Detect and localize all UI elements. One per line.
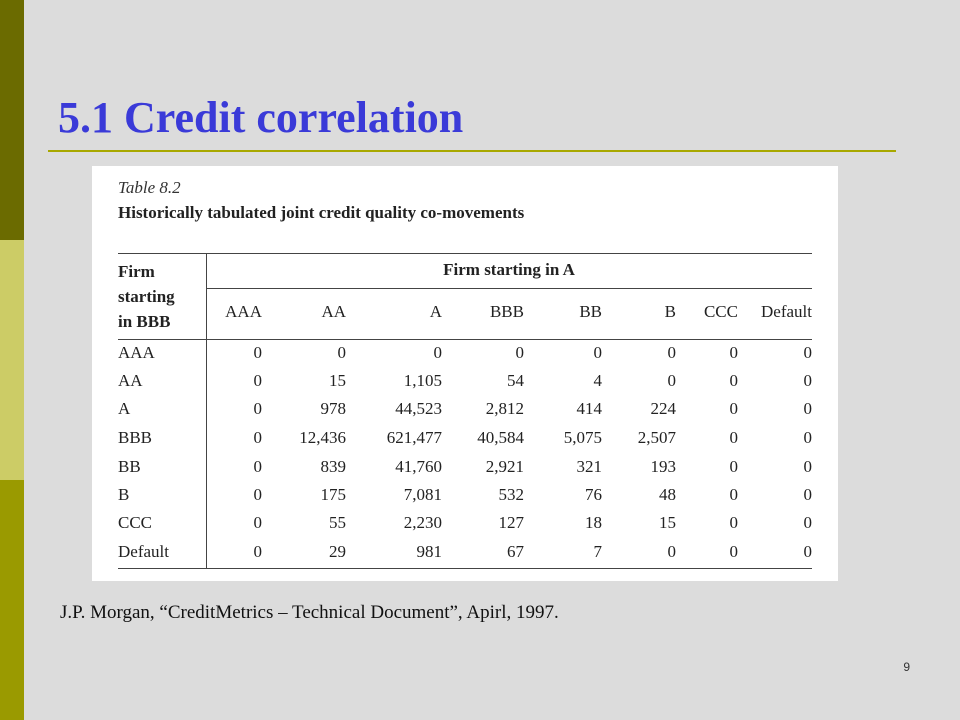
side-bar-bottom: [0, 480, 24, 720]
table-cell: 18: [585, 513, 602, 532]
row-label: B: [118, 485, 130, 504]
table-cell: 7,081: [403, 485, 442, 504]
table-cell: 0: [803, 513, 812, 532]
table-cell: 0: [667, 343, 676, 362]
title-rule: [48, 150, 896, 152]
table-top-rule: [118, 253, 812, 254]
row-label: CCC: [118, 513, 153, 532]
table-cell: 127: [498, 513, 524, 532]
table-cell: 981: [416, 542, 442, 561]
table-cell: 0: [803, 485, 812, 504]
column-header: B: [664, 302, 676, 321]
table-cell: 0: [253, 542, 262, 561]
table-cell: 67: [507, 542, 524, 561]
table-cell: 15: [659, 513, 676, 532]
table-cell: 7: [593, 542, 602, 561]
table-cell: 0: [729, 542, 738, 561]
group-header-rule: [206, 288, 812, 289]
column-header: A: [429, 302, 442, 321]
table-cell: 0: [337, 343, 346, 362]
table-cell: 2,507: [637, 428, 676, 447]
table-cell: 40,584: [477, 428, 524, 447]
column-header: Default: [761, 302, 812, 321]
table-cell: 0: [593, 343, 602, 362]
table-cell: 0: [729, 399, 738, 418]
table-cell: 41,760: [395, 457, 442, 476]
table-cell: 54: [507, 371, 524, 390]
table-cell: 0: [253, 343, 262, 362]
group-header: Firm starting in A: [443, 260, 575, 279]
table-cell: 175: [320, 485, 346, 504]
table-cell: 0: [729, 428, 738, 447]
table-cell: 978: [320, 399, 346, 418]
table-cell: 2,921: [485, 457, 524, 476]
table-cell: 0: [729, 457, 738, 476]
table-cell: 0: [253, 513, 262, 532]
table-cell: 0: [729, 343, 738, 362]
column-header: BB: [579, 302, 602, 321]
table-cell: 414: [576, 399, 602, 418]
table-cell: 224: [650, 399, 676, 418]
source-citation: J.P. Morgan, “CreditMetrics – Technical Document”, Apirl, 1997.: [60, 602, 559, 623]
table-cell: 55: [329, 513, 346, 532]
table-cell: 0: [803, 457, 812, 476]
table-cell: 1,105: [403, 371, 442, 390]
row-label: AA: [118, 371, 143, 390]
table-cell: 15: [329, 371, 346, 390]
table-image: [92, 166, 838, 581]
column-header: AAA: [225, 302, 262, 321]
table-cell: 839: [320, 457, 346, 476]
table-cell: 321: [576, 457, 602, 476]
table-cell: 0: [667, 542, 676, 561]
table-cell: 0: [729, 371, 738, 390]
column-header: BBB: [489, 302, 524, 321]
table-cell: 0: [433, 343, 442, 362]
table-cell: 0: [515, 343, 524, 362]
stub-header-line: starting: [118, 287, 175, 306]
table-cell: 0: [729, 513, 738, 532]
table-cell: 0: [253, 371, 262, 390]
table-cell: 12,436: [299, 428, 346, 447]
table-cell: 76: [585, 485, 602, 504]
table-cell: 0: [253, 457, 262, 476]
table-cell: 2,812: [485, 399, 524, 418]
table-cell: 532: [498, 485, 524, 504]
table-caption-title: Historically tabulated joint credit quality co-movements: [118, 203, 525, 222]
column-header: CCC: [703, 302, 738, 321]
table-cell: 0: [253, 399, 262, 418]
table-cell: 193: [650, 457, 676, 476]
row-label: BBB: [118, 428, 153, 447]
stub-header-line: in BBB: [118, 312, 171, 331]
table-cell: 5,075: [563, 428, 602, 447]
page-number: 9: [903, 660, 910, 674]
table-cell: 621,477: [386, 428, 442, 447]
row-label: Default: [118, 542, 169, 561]
column-header: AA: [321, 302, 346, 321]
stub-header: [118, 259, 208, 334]
table-cell: 29: [329, 542, 346, 561]
table-cell: 0: [803, 343, 812, 362]
table-cell: 0: [667, 371, 676, 390]
table-cell: 2,230: [403, 513, 442, 532]
table-cell: 0: [803, 542, 812, 561]
table-cell: 0: [253, 428, 262, 447]
row-label: AAA: [118, 343, 155, 362]
table-cell: 48: [659, 485, 676, 504]
table-cell: 0: [729, 485, 738, 504]
table-cell: 44,523: [395, 399, 442, 418]
table-caption-number: Table 8.2: [118, 178, 181, 197]
row-label: BB: [118, 457, 141, 476]
side-bar-top: [0, 0, 24, 240]
table-cell: 0: [803, 371, 812, 390]
side-bar-middle: [0, 240, 24, 480]
row-label: A: [118, 399, 131, 418]
table-bottom-rule: [118, 568, 812, 569]
table-cell: 0: [803, 399, 812, 418]
table-cell: 4: [593, 371, 602, 390]
stub-header-line: Firm: [118, 262, 155, 281]
header-bottom-rule: [118, 339, 812, 340]
slide-title: 5.1 Credit correlation: [58, 93, 464, 142]
table-cell: 0: [803, 428, 812, 447]
table-cell: 0: [253, 485, 262, 504]
